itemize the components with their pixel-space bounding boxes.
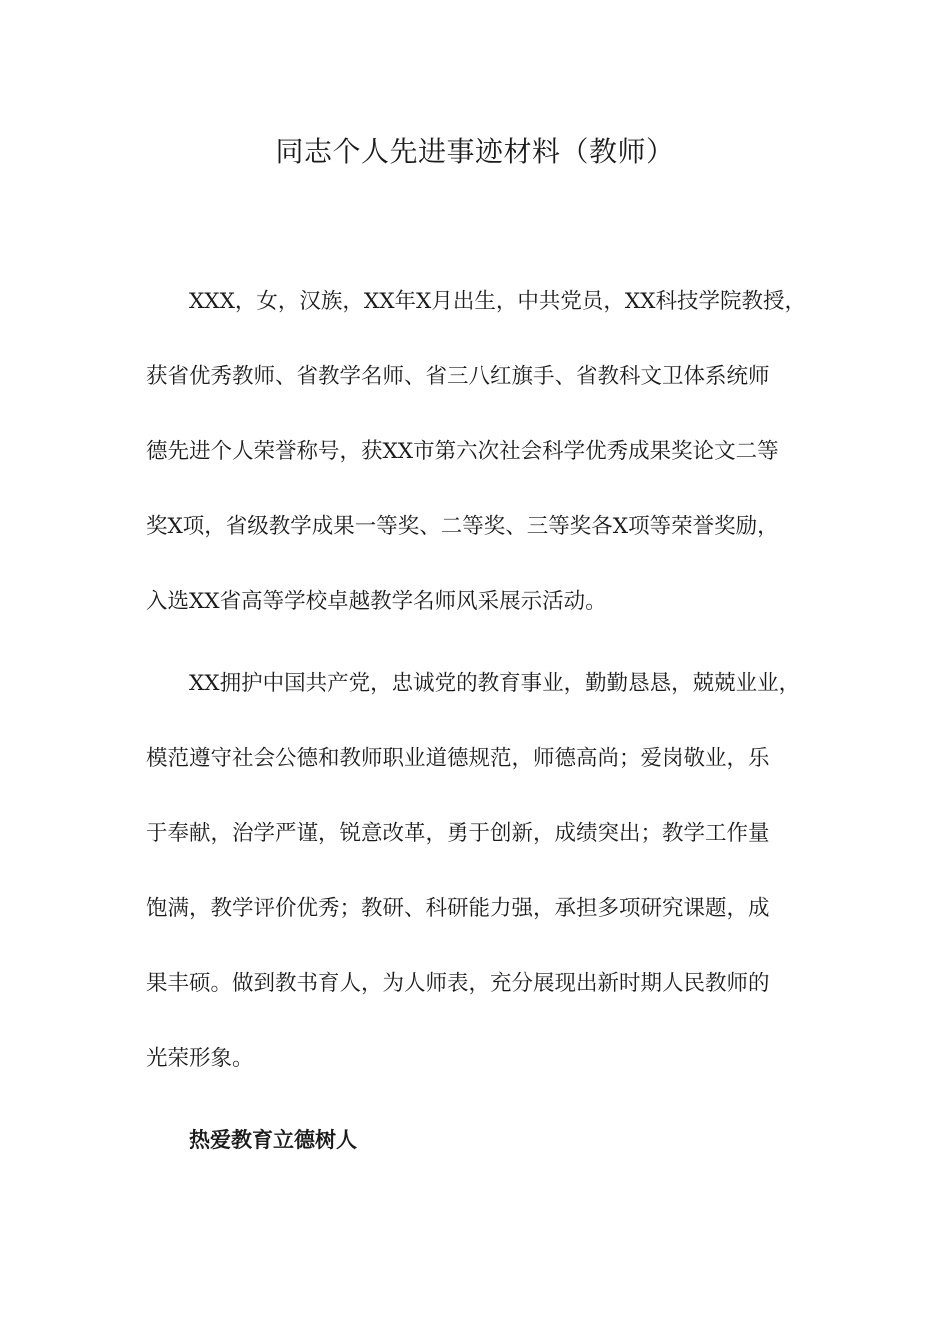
paragraph-1-line-4: 奖X项，省级教学成果一等奖、二等奖、三等奖各X项等荣誉奖励，: [146, 514, 779, 539]
paragraph-1-line-5: 入选XX省高等学校卓越教学名师风采展示活动。: [146, 589, 607, 614]
paragraph-2-line-4: 饱满，教学评价优秀；教研、科研能力强，承担多项研究课题，成: [146, 896, 770, 921]
paragraph-2-line-1: XX拥护中国共产党，忠诚党的教育事业，勤勤恳恳，兢兢业业，: [189, 671, 801, 696]
document-title: 同志个人先进事迹材料（教师）: [275, 135, 675, 168]
paragraph-1-line-1: XXX，女，汉族，XX年X月出生，中共党员，XX科技学院教授，: [189, 289, 806, 314]
paragraph-2-line-5: 果丰硕。做到教书育人，为人师表，充分展现出新时期人民教师的: [146, 971, 770, 996]
paragraph-2-line-6: 光荣形象。: [146, 1046, 254, 1071]
paragraph-2-line-2: 模范遵守社会公德和教师职业道德规范，师德高尚；爱岗敬业，乐: [146, 746, 770, 771]
section-heading: 热爱教育立德树人: [189, 1128, 357, 1152]
paragraph-1-line-3: 德先进个人荣誉称号，获XX市第六次社会科学优秀成果奖论文二等: [146, 439, 779, 464]
paragraph-2-line-3: 于奉献，治学严谨，锐意改革，勇于创新，成绩突出；教学工作量: [146, 821, 770, 846]
paragraph-1-line-2: 获省优秀教师、省教学名师、省三八红旗手、省教科文卫体系统师: [146, 364, 770, 389]
